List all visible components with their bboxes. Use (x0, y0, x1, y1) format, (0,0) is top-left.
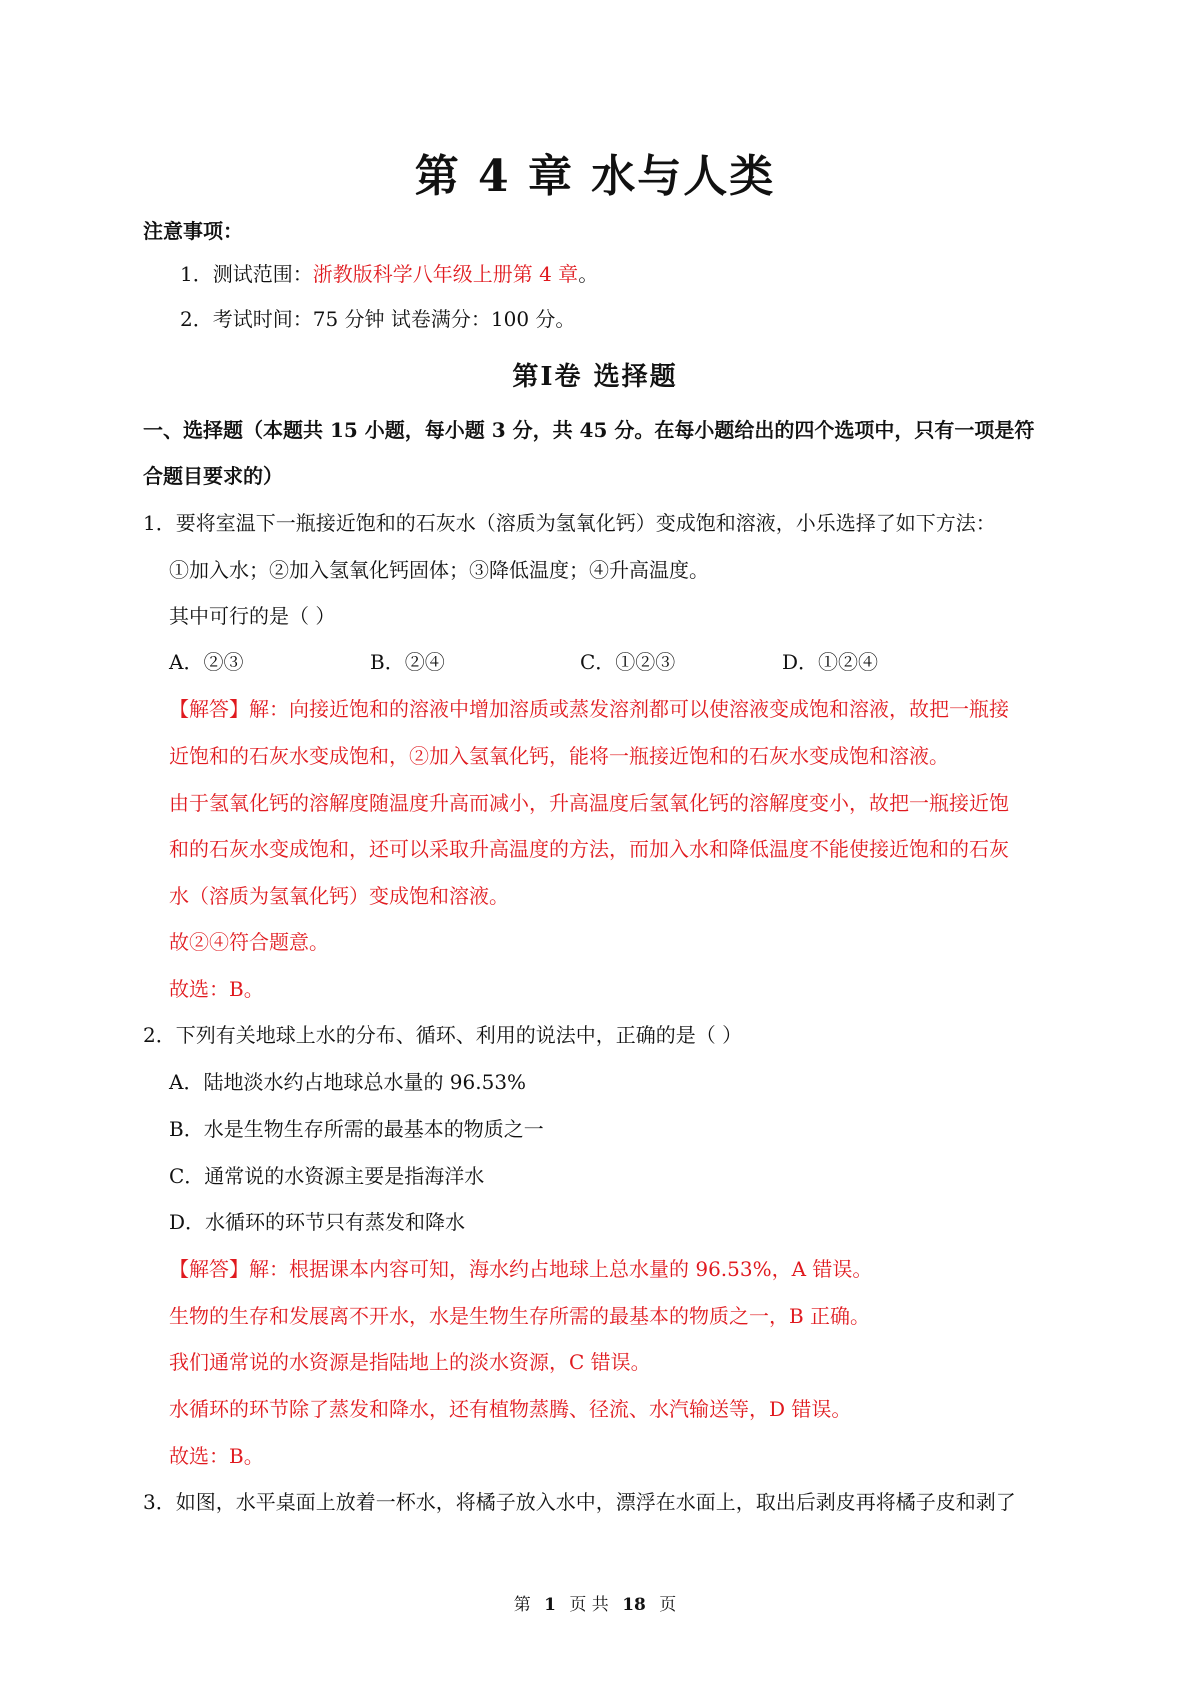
notice-item-2: 2．考试时间：75 分钟 试卷满分：100 分。 (180, 307, 576, 331)
q1-option-d: D．①②④ (782, 650, 879, 674)
part1-heading-line1: 一、选择题（本题共 15 小题，每小题 3 分，共 45 分。在每小题给出的四个选项中，只有一项是符 (143, 418, 1035, 442)
q1-answer-line4: 和的石灰水变成饱和，还可以采取升高温度的方法，而加入水和降低温度不能使接近饱和的石灰 (169, 837, 1009, 861)
q2-option-c: C．通常说的水资源主要是指海洋水 (169, 1164, 485, 1188)
footer-pre: 第 (513, 1595, 531, 1615)
notice-item-1-scope: 浙教版科学八年级上册第 4 章 (312, 262, 579, 286)
q2-option-b: B．水是生物生存所需的最基本的物质之一 (169, 1117, 544, 1141)
q2-answer-line2: 生物的生存和发展离不开水，水是生物生存所需的最基本的物质之一，B 正确。 (169, 1304, 871, 1328)
q1-stem-line2: ①加入水；②加入氢氧化钙固体；③降低温度；④升高温度。 (169, 558, 709, 582)
q1-answer-line7: 故选：B。 (169, 977, 264, 1001)
q1-option-c: C．①②③ (580, 650, 676, 674)
chapter-title: 第 4 章 水与人类 (414, 151, 776, 202)
footer-total-pages: 18 (622, 1595, 646, 1615)
q2-answer-line4: 水循环的环节除了蒸发和降水，还有植物蒸腾、径流、水汽输送等，D 错误。 (169, 1397, 852, 1421)
q3-stem: 3．如图，水平桌面上放着一杯水，将橘子放入水中，漂浮在水面上，取出后剥皮再将橘子皮和剥了 (143, 1490, 1016, 1514)
part1-heading-line2: 合题目要求的） (143, 464, 283, 488)
notice-heading: 注意事项： (143, 219, 243, 243)
notice-item-1-suffix: 。 (578, 262, 599, 286)
q1-answer-line2: 近饱和的石灰水变成饱和，②加入氢氧化钙，能将一瓶接近饱和的石灰水变成饱和溶液。 (169, 744, 949, 768)
footer-page-number: 1 (544, 1595, 556, 1615)
q1-answer-line5: 水（溶质为氢氧化钙）变成饱和溶液。 (169, 884, 509, 908)
page-footer (0, 1590, 1190, 1615)
q2-answer-line5: 故选：B。 (169, 1444, 264, 1468)
q2-answer-line1: 【解答】解：根据课本内容可知，海水约占地球上总水量的 96.53%，A 错误。 (169, 1257, 873, 1281)
q2-stem: 2．下列有关地球上水的分布、循环、利用的说法中，正确的是（ ） (143, 1023, 743, 1047)
q1-stem-line1: 1．要将室温下一瓶接近饱和的石灰水（溶质为氢氧化钙）变成饱和溶液，小乐选择了如下方法： (143, 511, 996, 535)
footer-mid: 页 共 (569, 1595, 609, 1615)
q1-option-b: B．②④ (370, 650, 445, 674)
q1-option-a: A．②③ (169, 650, 244, 674)
notice-item-1 (180, 260, 1090, 288)
q2-answer-line3: 我们通常说的水资源是指陆地上的淡水资源，C 错误。 (169, 1350, 651, 1374)
notice-item-1-prefix: 1．测试范围： (180, 262, 313, 286)
section-title: 第Ⅰ卷 选择题 (512, 362, 678, 392)
footer-post: 页 (659, 1595, 677, 1615)
q2-option-d: D．水循环的环节只有蒸发和降水 (169, 1210, 466, 1234)
q2-option-a: A．陆地淡水约占地球总水量的 96.53% (169, 1070, 527, 1094)
q1-answer-line1: 【解答】解：向接近饱和的溶液中增加溶质或蒸发溶剂都可以使溶液变成饱和溶液，故把一瓶接 (169, 697, 1009, 721)
q1-answer-line3: 由于氢氧化钙的溶解度随温度升高而减小，升高温度后氢氧化钙的溶解度变小，故把一瓶接近饱 (169, 791, 1009, 815)
q1-answer-line6: 故②④符合题意。 (169, 930, 329, 954)
q1-stem-line3: 其中可行的是（ ） (169, 604, 336, 628)
